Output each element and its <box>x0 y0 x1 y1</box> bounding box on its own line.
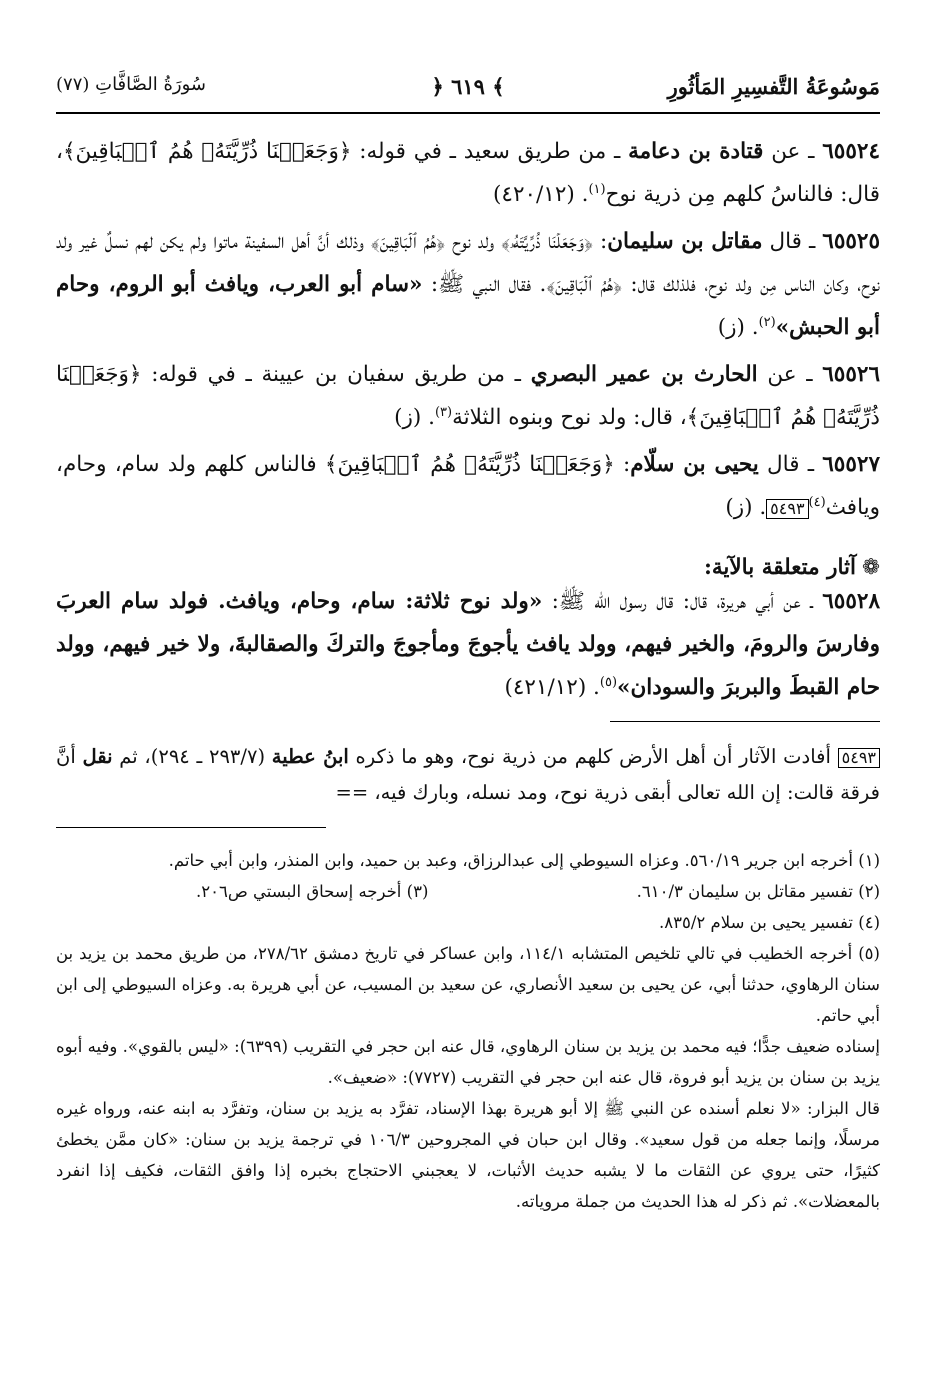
reference: . (٤٢٠/١٢) <box>493 182 589 207</box>
entry-65525 <box>56 220 880 349</box>
narrator: يحيى بن سلّام <box>630 452 759 477</box>
entry-text: وذلك أنَّ أهل السفينة ماتوا ولم يكن لهم نسلٌ غير ولد نوح، وكان الناس مِن ولد نوح، فلذلك قال: <box>56 229 880 297</box>
footnotes <box>56 845 880 1217</box>
footnote-5: (٥) أخرجه الخطيب في تالي تلخيص المتشابه ١١٤/١، وابن عساكر في تاريخ دمشق ٢٧٨/٦٢، من طريق محمد بن يزيد بن سنان الرهاوي، حدثنا أبي، عن يحيى بن سعيد الأنصاري، عن سعيد بن المسيب، عن أبي هريرة به. وعزاه السيوطي إلى ابن أبي حاتم. <box>56 944 880 1025</box>
entry-text: : <box>592 229 608 254</box>
entry-65526 <box>56 353 880 439</box>
main-text <box>56 130 880 1217</box>
running-header <box>56 74 880 102</box>
footnote-ref[interactable]: (٥) <box>599 674 618 690</box>
reference: . (ز) <box>717 315 759 340</box>
entry-text: فالناس كلهم ولد سام، وحام، ويافث <box>56 452 880 520</box>
entry-number: ٦٥٥٢٤ <box>822 139 880 164</box>
narrator: قتادة بن دعامة <box>628 139 764 164</box>
footnote-ref[interactable]: (٣) <box>434 404 453 420</box>
entry-number: ٦٥٥٢٧ <box>822 452 880 477</box>
reference: . (ز) <box>394 405 435 430</box>
reference: . (ز) <box>725 495 767 520</box>
commentary-ref-box[interactable]: ٥٤٩٣ <box>766 499 808 519</box>
commentary-rule <box>610 721 880 722</box>
narrator: مقاتل بن سليمان <box>607 229 763 254</box>
entry-text: ـ عن أبي هريرة، قال: قال رسول الله ﷺ: <box>542 589 823 614</box>
section-heading <box>56 555 880 580</box>
entry-text: ـ عن <box>757 362 823 387</box>
page-number: ﴾ ٦١٩ ﴿ <box>431 74 505 99</box>
surah-name: سُورَةُ الصَّافَّاتِ (٧٧) <box>56 74 206 95</box>
quran-verse: ﴿هُمُ ٱلۡبَاقِينَ﴾ <box>546 272 622 297</box>
entry-text: ـ من طريق سفيان بن عيينة ـ في قوله: <box>141 362 531 387</box>
commentary-number-box: ٥٤٩٣ <box>838 748 880 768</box>
entry-text: ـ عن <box>763 139 823 164</box>
commentary-text: (٢٩٣/٧ ـ ٢٩٤)، ثم <box>112 745 272 768</box>
entry-65524 <box>56 130 880 216</box>
entry-number: ٦٥٥٢٨ <box>822 589 880 614</box>
footnote-ref[interactable]: (٢) <box>758 314 776 330</box>
footnote-4: (٤) تفسير يحيى بن سلام ٨٣٥/٢. <box>659 913 880 932</box>
entry-65528 <box>56 580 880 709</box>
flower-icon: ❁ <box>861 555 880 580</box>
entry-text: : <box>614 452 631 477</box>
footnote-2: (٢) تفسير مقاتل بن سليمان ٦١٠/٣. <box>636 882 880 901</box>
commentary-text: أفادت الآثار أن أهل الأرض كلهم من ذرية نوح، وهو ما ذكره <box>348 745 838 768</box>
narrator: الحارث بن عمير البصري <box>530 362 758 387</box>
reference: . (٤٢١/١٢) <box>504 675 600 700</box>
quran-verse: ﴿وَجَعَلۡنَا ذُرِّيَّتَهُۥ هُمُ ٱلۡبَاقِينَ﴾ <box>56 362 880 430</box>
entry-text: . فقال النبي ﷺ: <box>422 272 547 297</box>
quran-verse: ﴿هُمُ ٱلۡبَاقِينَ﴾ <box>370 229 446 254</box>
quran-verse: ﴿وَجَعَلۡنَا ذُرِّيَّتَهُۥ هُمُ ٱلۡبَاقِينَ﴾ <box>324 452 615 477</box>
hadith-text: «ولد نوح ثلاثة: سام، وحام، ويافث. فولد سام العربَ وفارسَ والرومَ، والخير فيهم، وولد يافث يأجوجَ ومأجوجَ والتركَ والصقالبةَ، ولا خير فيهم، وولد حام القبطَ والبربرَ والسودان» <box>56 589 880 700</box>
footnote-5-grading: إسناده ضعيف جدًّا؛ فيه محمد بن يزيد بن سنان الرهاوي، قال عنه ابن حجر في التقريب (٦٣٩٩): «ليس بالقوي». وفيه أبوه يزيد بن سنان بن يزيد أبو فروة، قال عنه ابن حجر في التقريب (٧٧٢٧): «ضعيف». <box>56 1037 880 1087</box>
entry-number: ٦٥٥٢٦ <box>822 362 880 387</box>
footnote-1: (١) أخرجه ابن جرير ٥٦٠/١٩. وعزاه السيوطي إلى عبدالرزاق، وعبد بن حميد، وابن المنذر، وابن أبي حاتم. <box>168 851 880 870</box>
book-title: مَوسُوعَةُ التَّفسِيرِ المَأثُورِ <box>667 74 880 99</box>
section-heading-text: آثار متعلقة بالآية: <box>703 555 856 580</box>
footnote-3: (٣) أخرجه إسحاق البستي ص٢٠٦. <box>196 882 429 901</box>
quran-verse: ﴿وَجَعَلۡنَا ذُرِّيَّتَهُۥ هُمُ ٱلۡبَاقِينَ﴾ <box>62 139 352 164</box>
entry-text: ـ قال <box>762 229 823 254</box>
entry-number: ٦٥٥٢٥ <box>822 229 881 254</box>
cited-scholar: ابنُ عطية <box>271 745 349 768</box>
header-rule <box>56 112 880 114</box>
hadith-text: «سام أبو العرب، ويافث أبو الروم، وحام أبو الحبش» <box>56 272 880 340</box>
footnote-ref[interactable]: (١) <box>588 181 606 197</box>
quran-verse: ﴿وَجَعَلۡنَا ذُرِّيَّتَهُۥ﴾ <box>501 229 593 254</box>
commentary-text: أنَّ فرقة قالت: إن الله تعالى أبقى ذرية نوح، ومد نسله، وبارك فيه، == <box>56 745 880 804</box>
entry-text: ـ من طريق سعيد ـ في قوله: <box>351 139 629 164</box>
commentary-keyword: نقل <box>82 745 113 768</box>
footnote-row-2-3 <box>56 876 880 907</box>
commentary <box>56 739 880 811</box>
entry-65527 <box>56 443 880 529</box>
entry-text: ـ قال <box>758 452 823 477</box>
footnote-rule <box>56 827 326 828</box>
entry-text: ولد نوح <box>445 229 502 254</box>
footnote-5-comments: قال البزار: «لا نعلم أسنده عن النبي ﷺ إلا أبو هريرة بهذا الإسناد، تفرَّد به يزيد بن سنان، وتفرَّد به ابنه عنه، ورواه غيره مرسلًا، وإنما جعله من قول سعيد». وقال ابن حبان في المجروحين ١٠٦/٣ في ترجمة يزيد بن سنان: «كان ممَّن يخطئ كثيرًا، حتى يروي عن الثقات ما لا يشبه حديث الأثبات، لا يعجبني الاحتجاج بخبره إذا وافق الثقات، فكيف إذا انفرد بالمعضلات». ثم ذكر له هذا الحديث من جملة مروياته. <box>56 1099 880 1211</box>
entry-text: ، قال: فالناسُ كلهم مِن ذرية نوح <box>56 139 880 207</box>
footnote-ref[interactable]: (٤) <box>808 494 826 510</box>
entry-text: ، قال: ولد نوح وبنوه الثلاثة <box>452 405 687 430</box>
